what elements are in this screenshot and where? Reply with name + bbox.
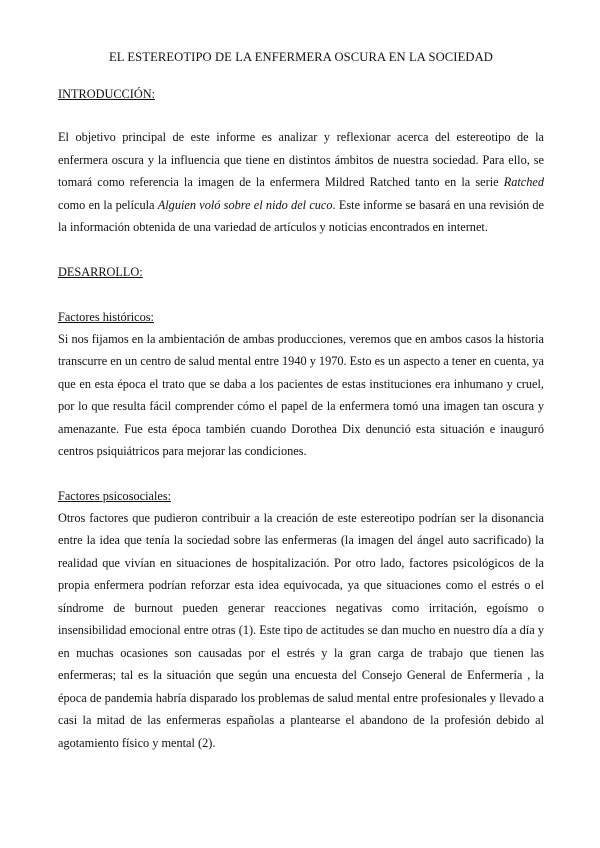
spacer (58, 239, 544, 261)
intro-text-3: . Este informe se basará en una revisión de la información obtenida de una variedad de artículos y noticias encontrados en internet. (58, 197, 544, 234)
intro-paragraph (58, 126, 544, 239)
development-heading: DESARROLLO: (58, 264, 143, 279)
historical-factors-paragraph: Si nos fijamos en la ambientación de ambas producciones, veremos que en ambos casos la historia transcurre en un centro de salud mental entre 1940 y 1970. Esto es un aspecto a tener en cuenta, ya que en esta época el trato que se daba a los pacientes de estas instituciones era inhumano y cruel, por lo que resulta fácil comprender cómo el papel de la enfermera tomó una imagen tan oscura y amenazante. Fue esta época también cuando Dorothea Dix denunció esta situación e inauguró centros psiquiátricos para mejorar las condiciones. (58, 331, 544, 458)
intro-text-1: El objetivo principal de este informe es analizar y reflexionar acerca del estereotipo de la enfermera oscura y la influencia que tiene en distintos ámbitos de nuestra sociedad. Para ello, se tomará como referencia la imagen de la enfermera Mildred Ratched tanto en la serie (58, 130, 544, 189)
psychosocial-factors-paragraph: Otros factores que pudieron contribuir a la creación de este estereotipo podrían ser la disonancia entre la idea que tenía la sociedad sobre las enfermeras (la imagen del ángel auto sacrificado) la realidad que vivían en situaciones de hospitalización. Por otro lado, factores psicológicos de la propia enfermera podrían reforzar esta idea equivocada, ya que situaciones como el estrés o el síndrome de burnout pueden generar reacciones negativas como irritación, egoísmo o insensibilidad emocional entre otras (1). Este tipo de actitudes se dan mucho en nuestro día a día y en muchas ocasiones son causadas por el estrés y la gran carga de trabajo que tienen las enfermeras; tal es la situación que según una encuesta del Consejo General de Enfermería , la época de pandemia habría disparado los problemas de salud mental entre profesionales y llevado a casi la mitad de las enfermeras españolas a plantearse el abandono de la profesión debido al agotamiento físico y mental (2). (58, 510, 544, 750)
intro-text-2: como en la película (58, 197, 158, 212)
intro-film-title: Alguien voló sobre el nido del cuco (157, 197, 333, 212)
document-title: EL ESTEREOTIPO DE LA ENFERMERA OSCURA EN LA SOCIEDAD (109, 50, 493, 64)
psychosocial-factors-heading: Factores psicosociales: (58, 488, 172, 503)
spacer (58, 105, 544, 126)
historical-factors-heading: Factores históricos: (58, 309, 154, 324)
spacer (58, 283, 544, 306)
intro-heading: INTRODUCCIÓN: (58, 87, 156, 101)
intro-series-title: Ratched (503, 175, 544, 189)
spacer (58, 463, 544, 485)
